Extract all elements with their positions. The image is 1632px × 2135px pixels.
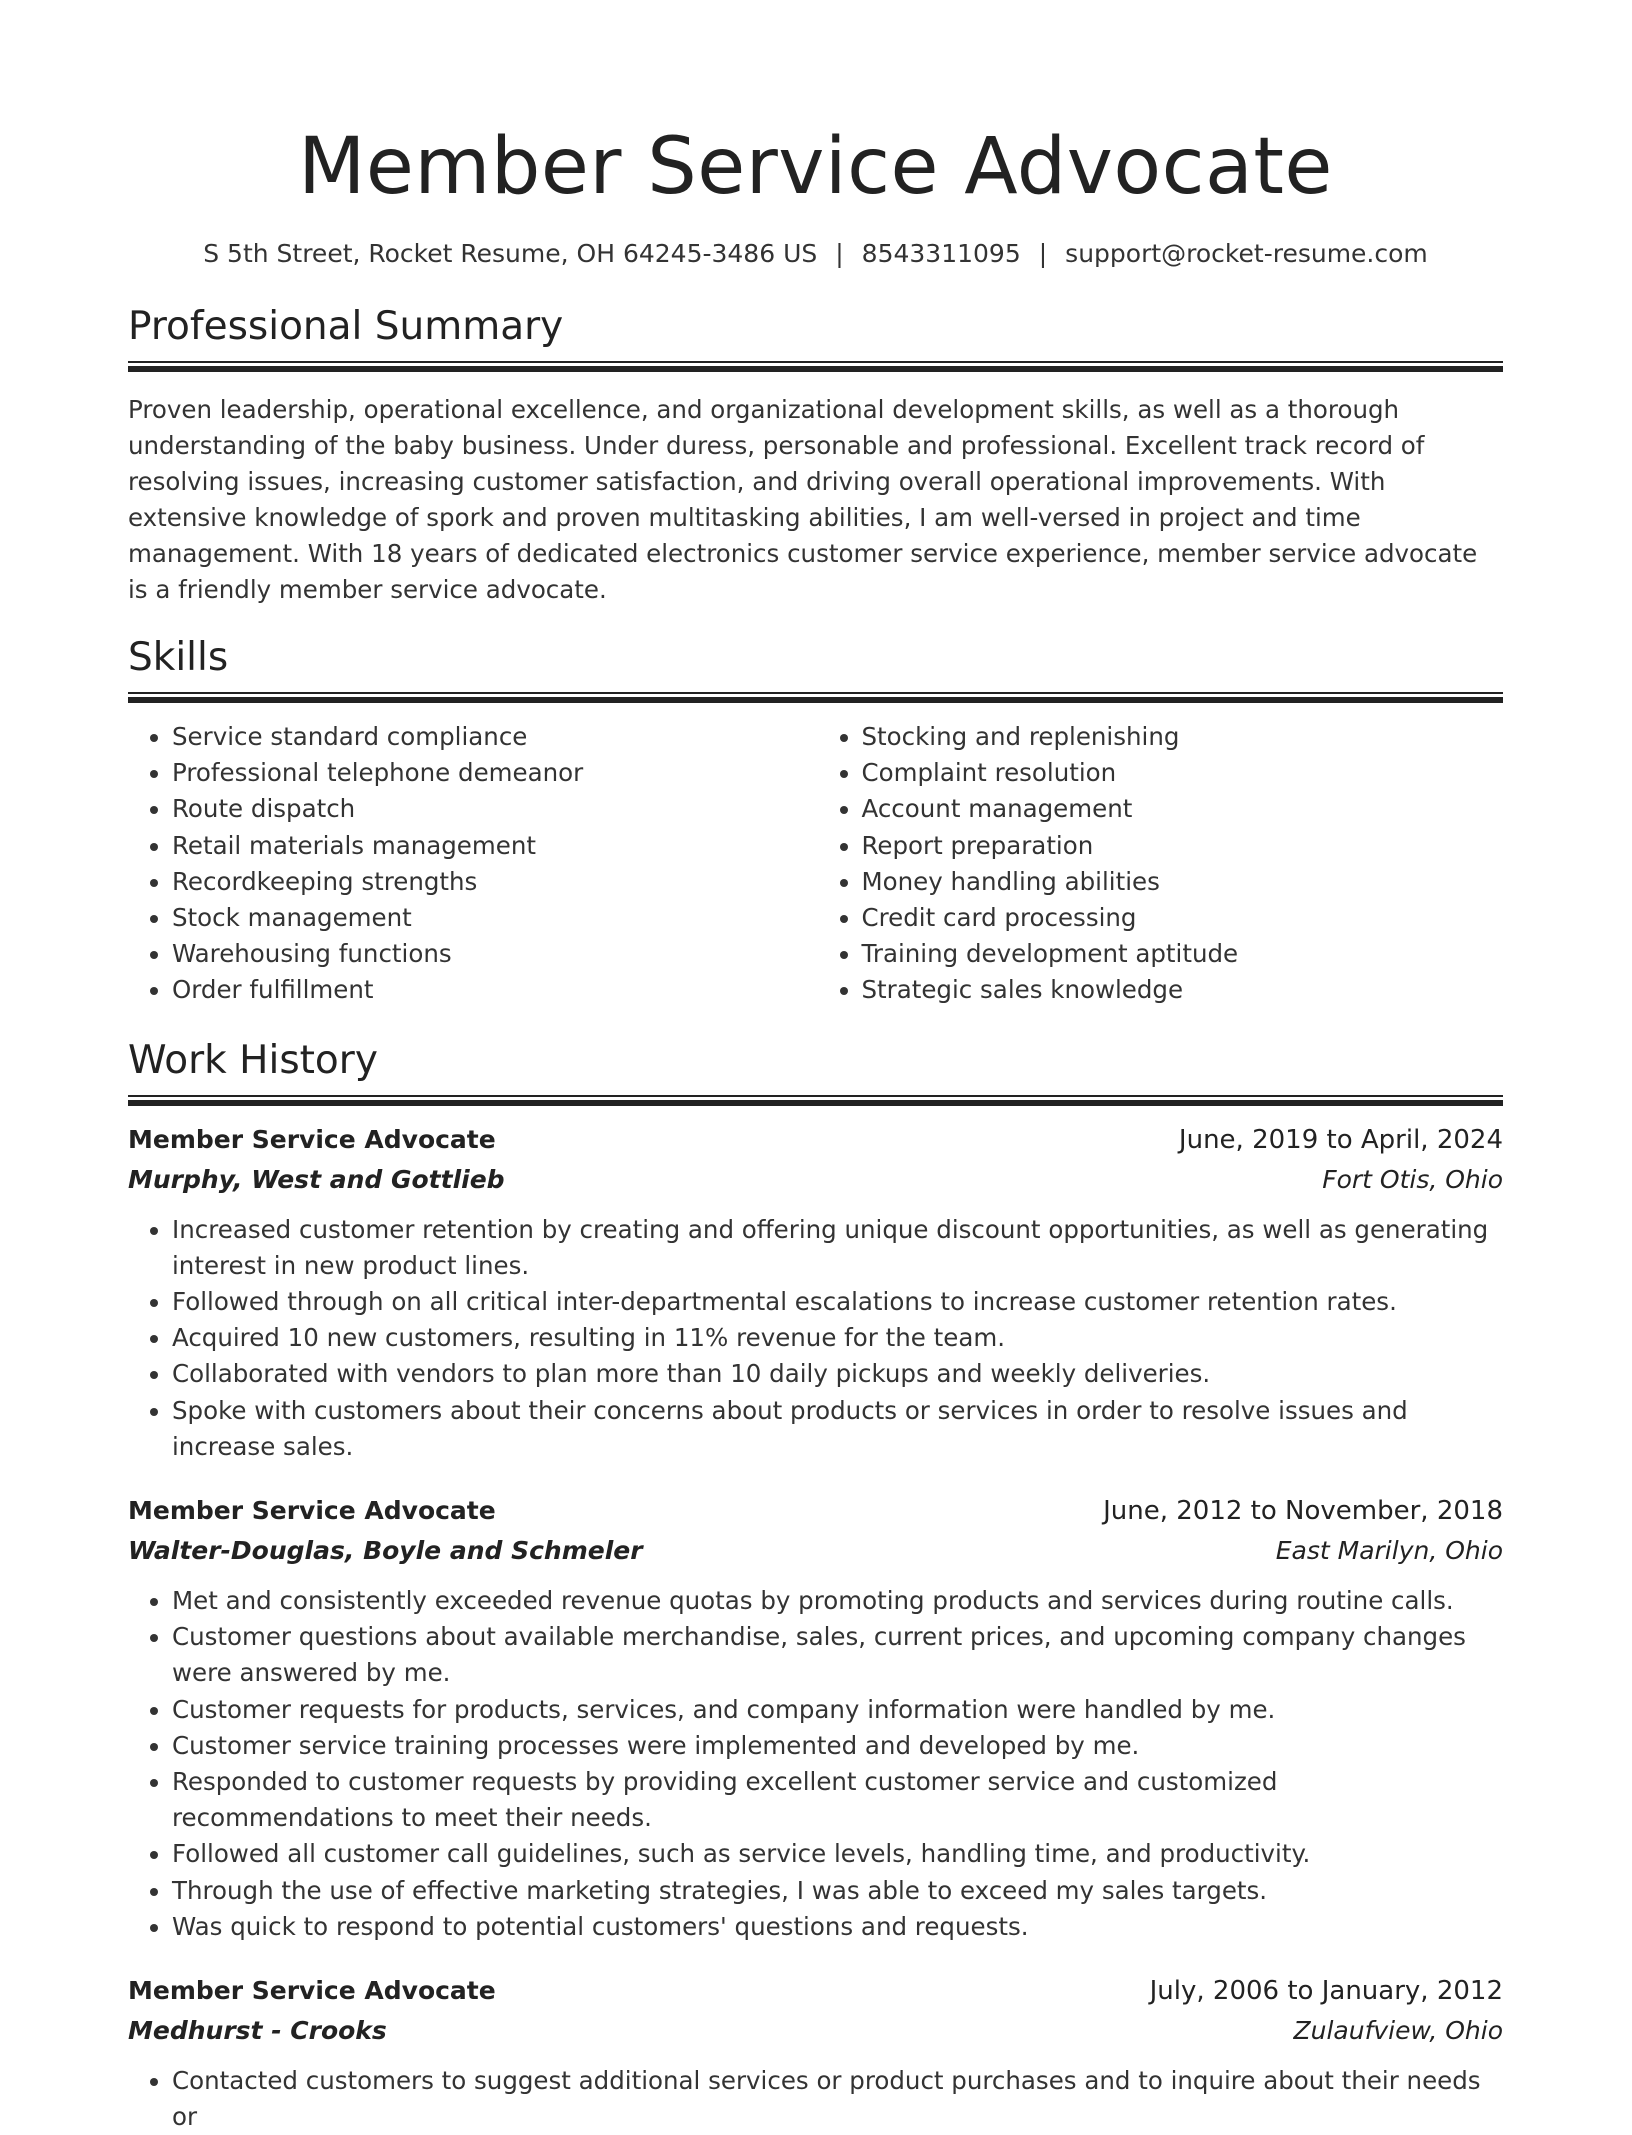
skill-item: • Account management xyxy=(862,791,1504,827)
job-company: Medhurst - Crooks xyxy=(128,2016,387,2046)
contact-line xyxy=(128,238,1503,270)
job-bullet: • Customer service training processes were implemented and developed by me. xyxy=(172,1728,1503,1764)
skills-list-left xyxy=(128,719,814,1009)
skills-list-right xyxy=(814,719,1504,1009)
job-header xyxy=(128,1120,1503,1160)
skill-item: • Strategic sales knowledge xyxy=(862,972,1504,1008)
skill-item: • Route dispatch xyxy=(172,791,814,827)
job-header xyxy=(128,1491,1503,1531)
skill-item: • Stocking and replenishing xyxy=(862,719,1504,755)
job-bullet: • Increased customer retention by creating and offering unique discount opportunities, as well as generating interest in new product lines. xyxy=(172,1212,1503,1284)
job-company: Walter-Douglas, Boyle and Schmeler xyxy=(128,1536,643,1566)
job-bullets xyxy=(128,2063,1503,2135)
job-location: Fort Otis, Ohio xyxy=(1322,1164,1503,1194)
summary-section xyxy=(128,303,1503,608)
job-title: Member Service Advocate xyxy=(128,1124,496,1154)
contact-phone: 8543311095 xyxy=(861,239,1021,268)
job-subheader xyxy=(128,1160,1503,1200)
skill-item: • Money handling abilities xyxy=(862,864,1504,900)
job-bullet: • Was quick to respond to potential customers' questions and requests. xyxy=(172,1909,1503,1945)
section-divider xyxy=(128,361,1503,372)
contact-separator: | xyxy=(835,239,844,268)
section-divider xyxy=(128,1095,1503,1106)
job-location: East Marilyn, Ohio xyxy=(1275,1536,1503,1566)
job-bullets xyxy=(128,1212,1503,1465)
skill-item: • Training development aptitude xyxy=(862,936,1504,972)
contact-separator: | xyxy=(1038,239,1048,268)
job-dates: July, 2006 to January, 2012 xyxy=(1149,1976,1503,2007)
skill-item: • Credit card processing xyxy=(862,900,1504,936)
job-dates: June, 2019 to April, 2024 xyxy=(1178,1124,1503,1155)
job-company: Murphy, West and Gottlieb xyxy=(128,1164,505,1194)
job-title: Member Service Advocate xyxy=(128,1496,496,1526)
skill-item: • Report preparation xyxy=(862,828,1504,864)
section-divider xyxy=(128,692,1503,703)
job-bullet: • Customer questions about available merchandise, sales, current prices, and upcoming company changes were answered by me. xyxy=(172,1619,1503,1691)
job-entry xyxy=(128,1120,1503,1465)
job-entry xyxy=(128,1971,1503,2135)
job-title: Member Service Advocate xyxy=(128,1976,496,2006)
job-subheader xyxy=(128,1531,1503,1571)
job-bullet: • Followed all customer call guidelines, such as service levels, handling time, and productivity. xyxy=(172,1836,1503,1872)
job-subheader xyxy=(128,2011,1503,2051)
skills-columns xyxy=(128,719,1503,1009)
job-bullet: • Contacted customers to suggest additional services or product purchases and to inquire about their needs or xyxy=(172,2063,1503,2135)
summary-heading: Professional Summary xyxy=(128,304,564,349)
resume-name: Member Service Advocate xyxy=(298,122,1333,212)
skill-item: • Service standard compliance xyxy=(172,719,814,755)
job-bullet: • Acquired 10 new customers, resulting in 11% revenue for the team. xyxy=(172,1320,1503,1356)
skill-item: • Retail materials management xyxy=(172,828,814,864)
job-dates: June, 2012 to November, 2018 xyxy=(1103,1496,1503,1527)
skills-heading: Skills xyxy=(128,635,229,680)
job-entry xyxy=(128,1491,1503,1945)
job-bullets xyxy=(128,1583,1503,1945)
work-section xyxy=(128,1037,1503,2135)
work-heading: Work History xyxy=(128,1037,378,1083)
job-header xyxy=(128,1971,1503,2011)
skills-section xyxy=(128,634,1503,1009)
job-bullet: • Customer requests for products, services, and company information were handled by me. xyxy=(172,1692,1503,1728)
skill-item: • Stock management xyxy=(172,900,814,936)
skill-item: • Complaint resolution xyxy=(862,755,1504,791)
skill-item: • Recordkeeping strengths xyxy=(172,864,814,900)
job-bullet: • Spoke with customers about their concerns about products or services in order to resolve issues and increase sales. xyxy=(172,1393,1503,1465)
job-bullet: • Met and consistently exceeded revenue quotas by promoting products and services during routine calls. xyxy=(172,1583,1503,1619)
job-location: Zulaufview, Ohio xyxy=(1293,2016,1503,2046)
skill-item: • Order fulfillment xyxy=(172,972,814,1008)
contact-address: S 5th Street, Rocket Resume, OH 64245-3486 US xyxy=(203,239,818,268)
job-bullet: • Through the use of effective marketing strategies, I was able to exceed my sales targets. xyxy=(172,1873,1503,1909)
job-bullet: • Collaborated with vendors to plan more than 10 daily pickups and weekly deliveries. xyxy=(172,1356,1503,1392)
summary-text: Proven leadership, operational excellence, and organizational development skills, as well as a thorough understanding of the baby business. Under duress, personable and professional. Excellent track record of resolving issues, increasing customer satisfaction, and driving overall operational improvements. With extensive knowledge of spork and proven multitasking abilities, I am well-versed in project and time management. With 18 years of dedicated electronics customer service experience, member service advocate is a friendly member service advocate. xyxy=(128,395,1478,604)
contact-email: support@rocket-resume.com xyxy=(1065,239,1428,268)
skill-item: • Warehousing functions xyxy=(172,936,814,972)
job-bullet: • Responded to customer requests by providing excellent customer service and customized recommendations to meet their needs. xyxy=(172,1764,1503,1836)
skill-item: • Professional telephone demeanor xyxy=(172,755,814,791)
job-bullet: • Followed through on all critical inter-departmental escalations to increase customer retention rates. xyxy=(172,1284,1503,1320)
